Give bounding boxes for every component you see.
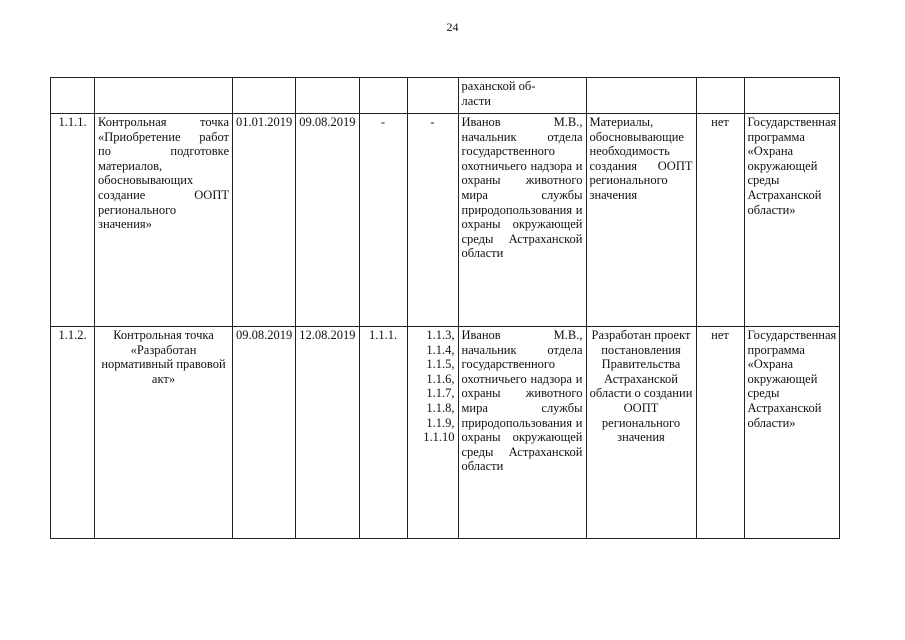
control-points-table	[50, 77, 840, 539]
cell-empty	[744, 78, 840, 114]
cell-empty	[51, 78, 95, 114]
cell-responsible: Иванов М.В., начальник отдела государственного охотничьего надзора и охраны животного мира службы природопользования и охраны окружающей среды Астраханской области	[458, 327, 586, 539]
cell-predecessor: -	[359, 114, 407, 327]
cell-name: Контрольная точка «Разработан нормативный правовой акт»	[95, 327, 233, 539]
cell-end-date: 12.08.2019	[296, 327, 359, 539]
cell-successor: 1.1.3, 1.1.4, 1.1.5, 1.1.6, 1.1.7, 1.1.8, 1.1.9, 1.1.10	[407, 327, 458, 539]
cell-empty	[233, 78, 296, 114]
cell-predecessor: 1.1.1.	[359, 327, 407, 539]
cell-empty	[407, 78, 458, 114]
cell-result: Разработан проект постановления Правительства Астраханской области о создании ООПТ регионального значения	[586, 327, 696, 539]
cell-number: 1.1.2.	[51, 327, 95, 539]
cell-start-date: 09.08.2019	[233, 327, 296, 539]
cell-flag: нет	[696, 114, 744, 327]
cell-program: Государственная программа «Охрана окружающей среды Астраханской области»	[744, 114, 840, 327]
table-row-continuation	[51, 78, 840, 114]
cell-empty	[359, 78, 407, 114]
cell-empty	[586, 78, 696, 114]
cell-successor: -	[407, 114, 458, 327]
cell-empty	[95, 78, 233, 114]
cell-result: Материалы, обосновывающие необходимость создания ООПТ регионального значения	[586, 114, 696, 327]
page-number: 24	[446, 20, 459, 34]
table-row	[51, 114, 840, 327]
cell-responsible: Иванов М.В., начальник отдела государственного охотничьего надзора и охраны животного мира службы природопользования и охраны окружающей среды Астраханской области	[458, 114, 586, 327]
cell-empty	[696, 78, 744, 114]
cell-start-date: 01.01.2019	[233, 114, 296, 327]
cell-responsible: раханской об- ласти	[458, 78, 586, 114]
cell-end-date: 09.08.2019	[296, 114, 359, 327]
cell-program: Государственная программа «Охрана окружающей среды Астраханской области»	[744, 327, 840, 539]
cell-number: 1.1.1.	[51, 114, 95, 327]
table-row	[51, 327, 840, 539]
cell-name: Контрольная точка «Приобретение работ по подготовке материалов, обосновывающих создание ООПТ регионального значения»	[95, 114, 233, 327]
cell-flag: нет	[696, 327, 744, 539]
cell-empty	[296, 78, 359, 114]
